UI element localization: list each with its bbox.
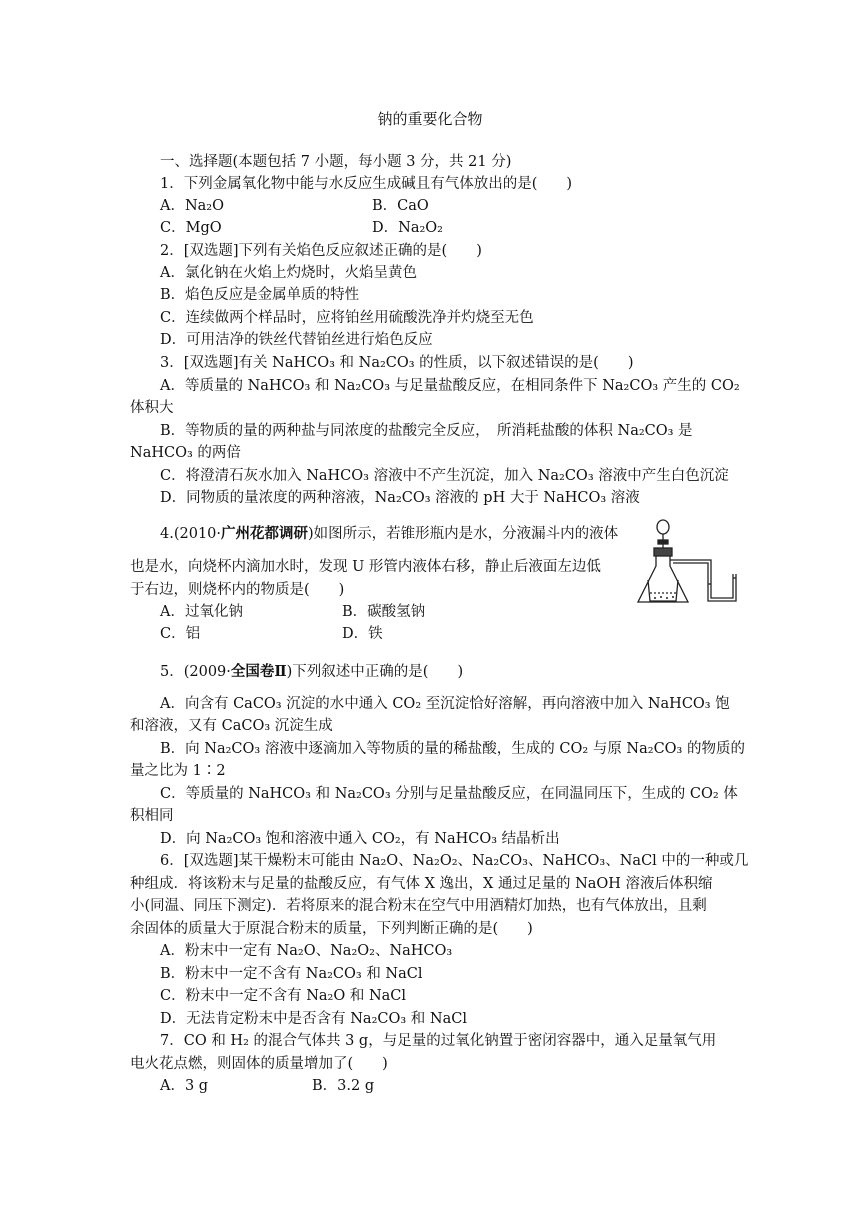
q4-option-b: B．碳酸氢钠 [342, 604, 426, 620]
q1-option-a: A．Na₂O [160, 198, 225, 214]
u-tube [670, 560, 733, 598]
flask-u-tube-apparatus-figure [633, 518, 743, 608]
q7-option-b: B．3.2 g [312, 1078, 375, 1094]
q4-option-c: C．铝 [160, 626, 201, 642]
q6-option-c: C．粉末中一定不含有 Na₂O 和 NaCl [160, 988, 407, 1004]
q4-stem-rest: )如图所示，若锥形瓶内是水，分液漏斗内的液体 [308, 526, 619, 542]
q5-stem-rest: )下列叙述中正确的是( ) [286, 664, 464, 680]
q5-option-c-line2: 积相同 [130, 808, 174, 824]
q6-stem-line3: 小(同温、同压下测定)．若将原来的混合粉末在空气中用酒精灯加热，也有气体放出，且剩 [130, 898, 707, 914]
q3-option-b-line1: B．等物质的量的两种盐与同浓度的盐酸完全反应， 所消耗盐酸的体积 Na₂CO₃ 是 [160, 423, 693, 439]
q5-option-a-line1: A．向含有 CaCO₃ 沉淀的水中通入 CO₂ 至沉淀恰好溶解，再向溶液中加入 NaHCO₃ 饱 [160, 696, 730, 712]
q7-stem-line2: 电火花点燃，则固体的质量增加了( ) [130, 1056, 388, 1072]
q5-option-c-line1: C．等质量的 NaHCO₃ 和 Na₂CO₃ 分别与足量盐酸反应，在同温同压下，生成的 CO₂ 体 [160, 786, 738, 802]
q7-stem-line1: 7．CO 和 H₂ 的混合气体共 3 g，与足量的过氧化钠置于密闭容器中，通入足量氧气用 [160, 1033, 717, 1049]
q4-source: 广州花都调研 [221, 525, 309, 542]
q3-option-c: C．将澄清石灰水加入 NaHCO₃ 溶液中不产生沉淀，加入 Na₂CO₃ 溶液中产生白色沉淀 [160, 468, 729, 484]
q6-option-b: B．粉末中一定不含有 Na₂CO₃ 和 NaCl [160, 966, 423, 982]
section-heading: 一、选择题(本题包括 7 小题，每小题 3 分，共 21 分) [160, 154, 512, 170]
q6-stem-line4: 余固体的质量大于原混合粉末的质量，下列判断正确的是( ) [130, 921, 533, 937]
q5-stem [160, 662, 463, 682]
q1-option-c: C．MgO [160, 220, 222, 236]
funnel-bulb [657, 520, 669, 534]
page-title: 钠的重要化合物 [377, 110, 483, 128]
q3-option-d: D．同物质的量浓度的两种溶液，Na₂CO₃ 溶液的 pH 大于 NaHCO₃ 溶液 [160, 490, 640, 506]
q7-options-row1 [160, 1076, 375, 1096]
q5-source: 全国卷Ⅱ [230, 663, 287, 680]
q5-option-a-line2: 和溶液，又有 CaCO₃ 沉淀生成 [130, 718, 333, 734]
q4-stem-line3: 于右边，则烧杯内的物质是( ) [130, 582, 345, 598]
q2-option-b: B．焰色反应是金属单质的特性 [160, 287, 360, 303]
q4-prefix: 4.(2010· [160, 526, 222, 542]
q3-stem: 3．[双选题]有关 NaHCO₃ 和 Na₂CO₃ 的性质，以下叙述错误的是( ) [160, 355, 634, 371]
q6-option-a: A．粉末中一定有 Na₂O、Na₂O₂、NaHCO₃ [160, 943, 453, 959]
q6-stem-line2: 种组成．将该粉末与足量的盐酸反应，有气体 X 逸出，X 通过足量的 NaOH 溶液后体积缩 [130, 876, 713, 892]
q3-option-b-line2: NaHCO₃ 的两倍 [130, 445, 241, 461]
q2-option-d: D．可用洁净的铁丝代替铂丝进行焰色反应 [160, 332, 433, 348]
q4-stem-line1 [160, 524, 618, 544]
q5-option-b-line2: 量之比为 1∶2 [130, 763, 226, 779]
q1-options-row1 [160, 196, 429, 216]
q4-option-d: D．铁 [342, 626, 383, 642]
q1-option-b: B．CaO [372, 198, 429, 214]
q4-options-row2 [160, 624, 383, 644]
q4-stem-line2: 也是水，向烧杯内滴加水时，发现 U 形管内液体右移，静止后液面左边低 [130, 559, 601, 575]
u-tube-outer [673, 563, 736, 601]
stopcock [658, 540, 668, 544]
q5-option-b-line1: B．向 Na₂CO₃ 溶液中逐滴加入等物质的量的稀盐酸，生成的 CO₂ 与原 Na₂CO₃ 的物质的 [160, 741, 745, 757]
q1-options-row2 [160, 218, 443, 238]
q4-option-a: A．过氧化钠 [160, 604, 243, 620]
q6-stem-line1: 6．[双选题]某干燥粉末可能由 Na₂O、Na₂O₂、Na₂CO₃、NaHCO₃、NaCl 中的一种或几 [160, 853, 749, 869]
q2-option-c: C．连续做两个样品时，应将铂丝用硫酸洗净并灼烧至无色 [160, 310, 534, 326]
q1-option-d: D．Na₂O₂ [372, 220, 443, 236]
q3-option-a-line1: A．等质量的 NaHCO₃ 和 Na₂CO₃ 与足量盐酸反应，在相同条件下 Na₂CO₃ 产生的 CO₂ [160, 378, 740, 394]
q4-options-row1 [160, 602, 426, 622]
q3-option-a-line2: 体积大 [130, 400, 174, 416]
q5-prefix: 5．(2009· [160, 664, 231, 680]
q7-option-a: A．3 g [160, 1078, 209, 1094]
stopper [654, 548, 672, 556]
q2-stem: 2．[双选题]下列有关焰色反应叙述正确的是( ) [160, 243, 482, 259]
q5-option-d: D．向 Na₂CO₃ 饱和溶液中通入 CO₂，有 NaHCO₃ 结晶析出 [160, 831, 560, 847]
q2-option-a: A．氯化钠在火焰上灼烧时，火焰呈黄色 [160, 265, 417, 281]
q1-stem: 1．下列金属氧化物中能与水反应生成碱且有气体放出的是( ) [160, 176, 573, 192]
q6-option-d: D．无法肯定粉末中是否含有 Na₂CO₃ 和 NaCl [160, 1011, 467, 1027]
